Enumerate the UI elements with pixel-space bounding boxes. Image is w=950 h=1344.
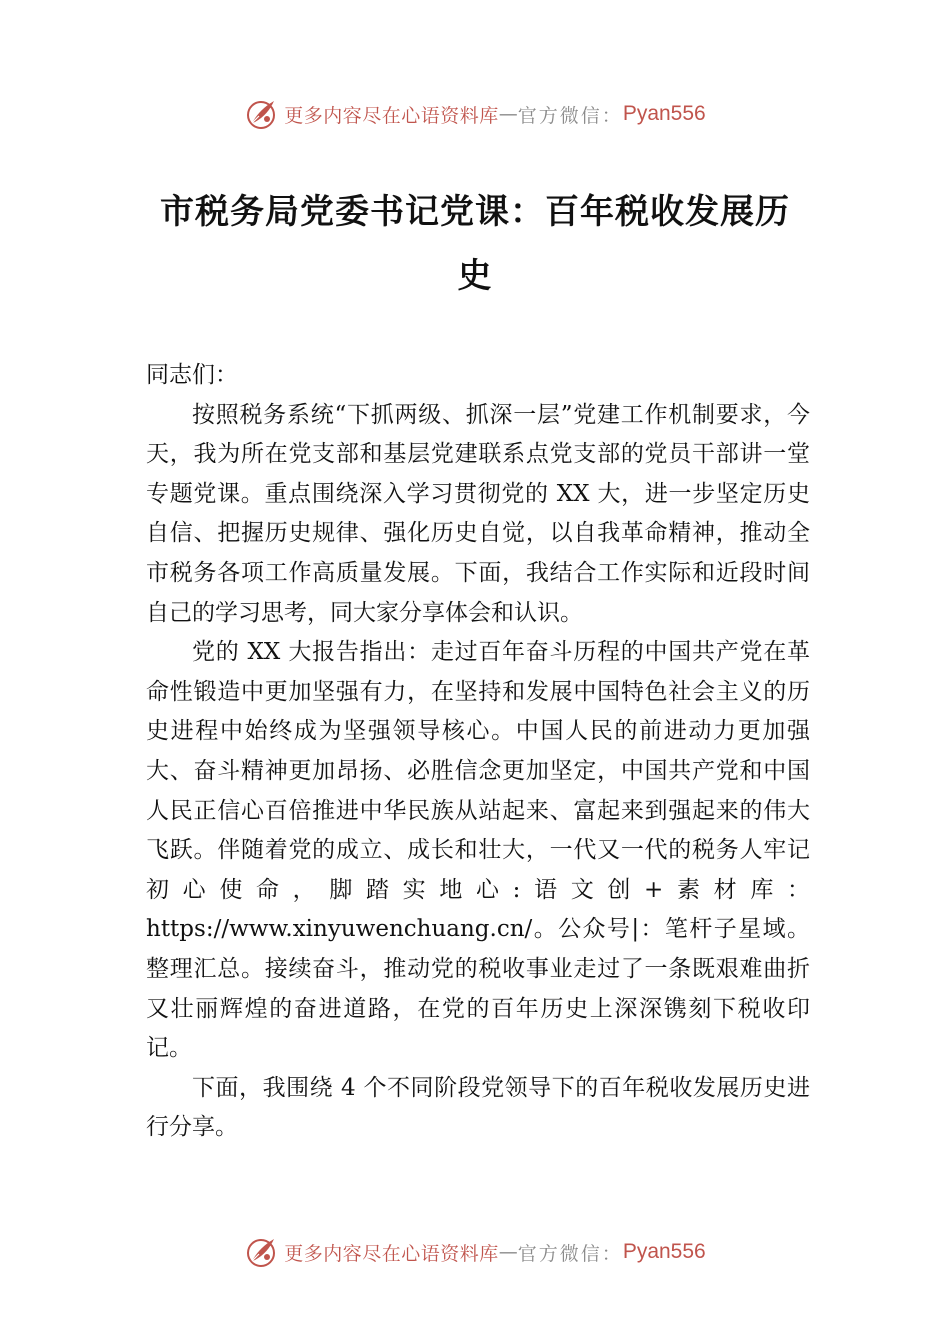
paragraph: 下面，我围绕 4 个不同阶段党领导下的百年税收发展历史进行分享。 xyxy=(146,1074,810,1141)
quill-logo-icon xyxy=(244,96,280,132)
salutation: 同志们： xyxy=(146,362,238,388)
banner-wechat-label: 官方微信： xyxy=(517,104,623,127)
banner-separator: — xyxy=(498,103,518,125)
paragraph: 按照税务系统“下抓两级、抓深一层”党建工作机制要求，今天，我为所在党支部和基层党建联系点党支部的党员干部讲一堂专题党课。重点围绕深入学习贯彻党的 XX 大，进一步坚定历史自信、把握历史规律、强化历史自觉，以自我革命精神，推动全市税务各项工作高质量发展。下面，我结合工作实际和近段时间自己的学习思考，同大家分享体会和认识。 xyxy=(146,401,810,626)
paragraph: 党的 XX 大报告指出：走过百年奋斗历程的中国共产党在革命性锻造中更加坚强有力，在坚持和发展中国特色社会主义的历史进程中始终成为坚强领导核心。中国人民的前进动力更加强大、奋斗精神更加昂扬、必胜信念更加坚定，中国共产党和中国人民正信心百倍推进中华民族从站起来、富起来到强起来的伟大飞跃。伴随着党的成立、成长和壮大，一代又一代的税务人牢记初心使命，脚踏实地心:语文创+素材库：https://www.xinyuwenchuang.cn/。公众号|：笔杆子星域。整理汇总。接续奋斗，推动党的税收事业走过了一条既艰难曲折又壮丽辉煌的奋进道路，在党的百年历史上深深镌刻下税收印记。 xyxy=(146,639,810,1062)
footer-watermark-banner xyxy=(0,1232,950,1272)
banner-wechat-id: Pyan556 xyxy=(622,102,706,125)
banner-text: 更多内容尽在心语资料库 xyxy=(284,1242,499,1265)
banner-wechat-label: 官方微信： xyxy=(517,1242,623,1265)
header-watermark-banner xyxy=(0,94,950,134)
banner-text: 更多内容尽在心语资料库 xyxy=(284,104,499,127)
banner-separator: — xyxy=(498,1241,518,1263)
banner-wechat-id: Pyan556 xyxy=(622,1240,706,1263)
document-body xyxy=(146,356,810,1148)
document-title: 市税务局党委书记党课：百年税收发展历史 xyxy=(160,192,790,296)
quill-logo-icon xyxy=(244,1234,280,1270)
